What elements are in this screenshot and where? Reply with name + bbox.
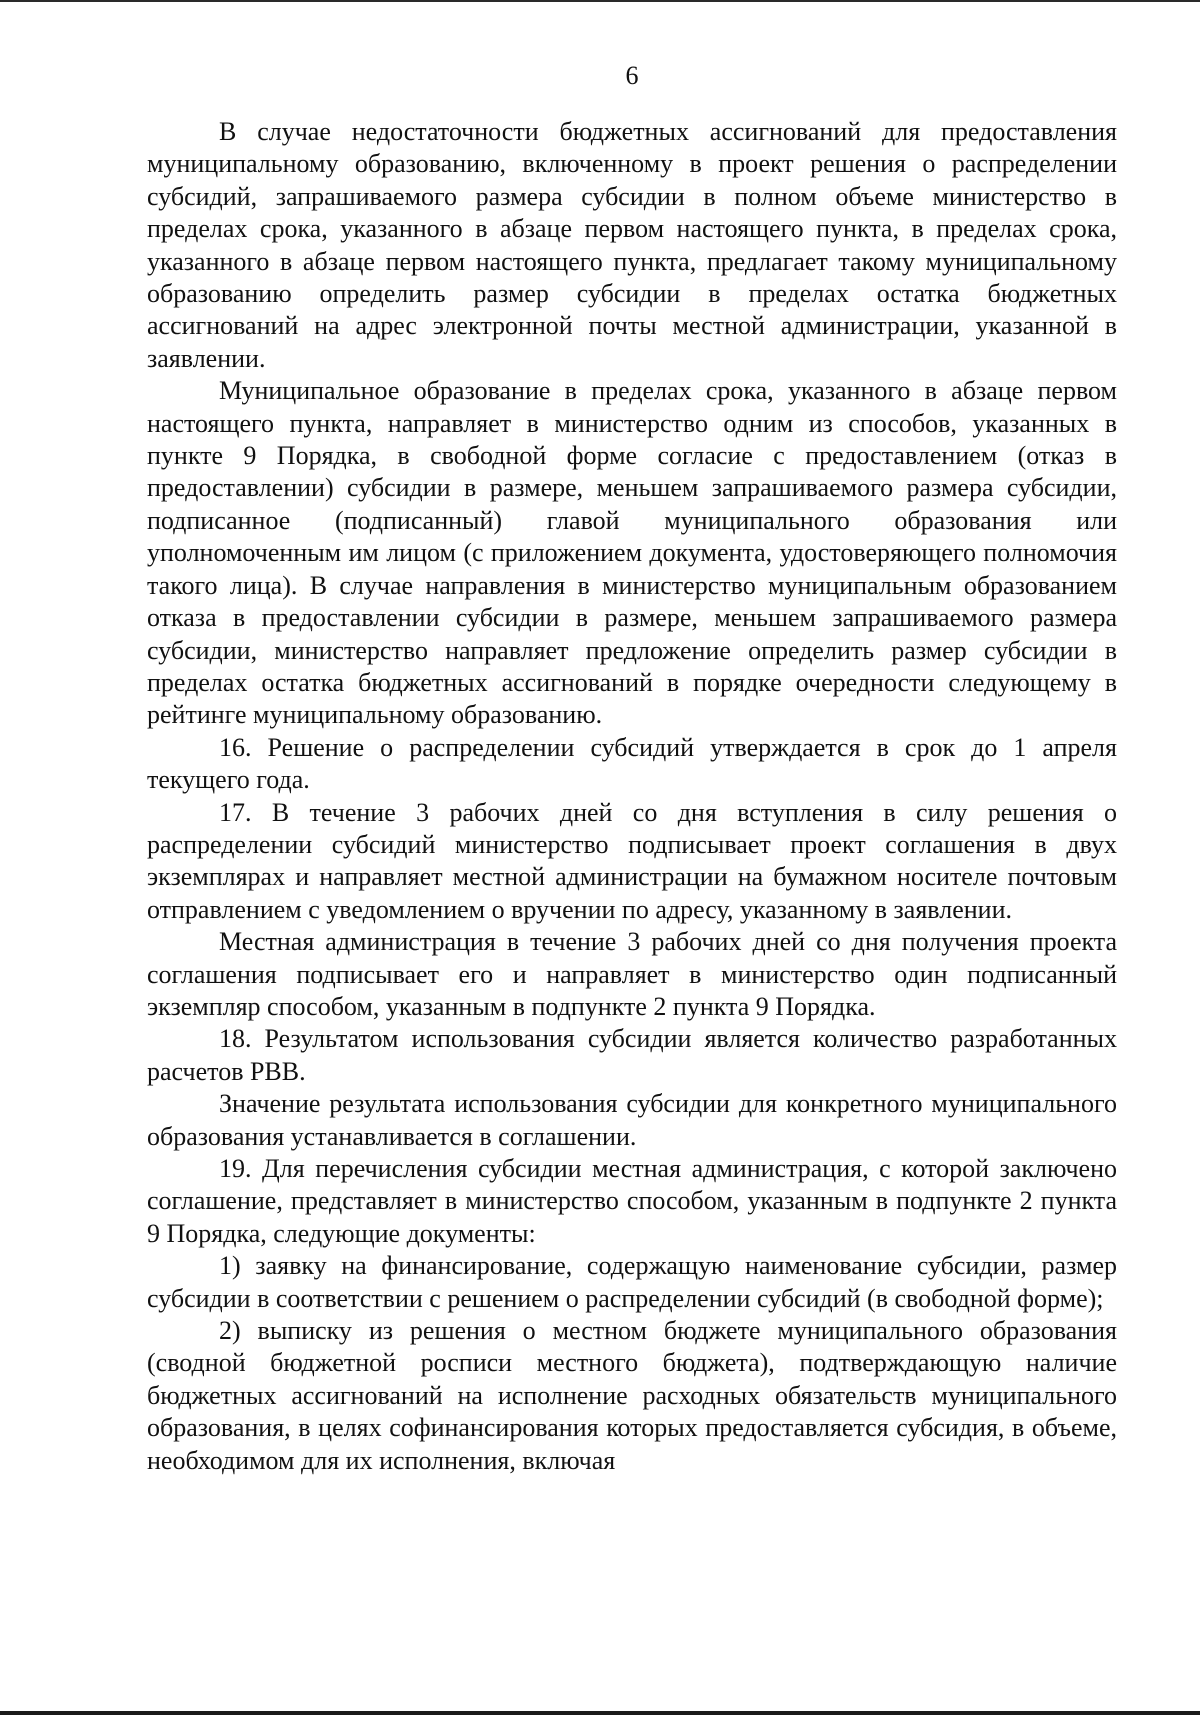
paragraph-result-value: Значение результата использования субсидии для конкретного муниципального образования устанавливается в соглашении. (147, 1089, 1117, 1151)
scan-edge-bottom (0, 1711, 1200, 1715)
paragraph-item-16: 16. Решение о распределении субсидий утверждается в срок до 1 апреля текущего года. (147, 732, 1117, 795)
paragraph-item-17: 17. В течение 3 рабочих дней со дня вступления в силу решения о распределении субсидий министерство подписывает проект соглашения в двух экземплярах и направляет местной администрации на бумажном носителе почтовым отправлением с уведомлением о вручении по адресу, указанному в заявлении. (147, 797, 1117, 924)
scan-edge-top (0, 0, 1200, 2)
paragraph-insufficient-allocations: В случае недостаточности бюджетных ассигнований для предоставления муниципальному образованию, включенному в проект решения о распределении субсидий, запрашиваемого размера субсидии в полном объеме министерство в пределах срока, указанного в абзаце первом настоящего пункта, в пределах срока, указанного в абзаце первом настоящего пункта, предлагает такому муниципальному образованию определить размер субсидии в пределах остатка бюджетных ассигнований на адрес электронной почты местной администрации, указанной в заявлении. (147, 117, 1117, 373)
list-item-1: 1) заявку на финансирование, содержащую наименование субсидии, размер субсидии в соответствии с решением о распределении субсидий (в свободной форме); (147, 1251, 1117, 1313)
paragraph-local-administration: Местная администрация в течение 3 рабочих дней со дня получения проекта соглашения подписывает его и направляет в министерство один подписанный экземпляр способом, указанным в подпункте 2 пункта 9 Порядка. (147, 927, 1117, 1021)
page-number: 6 (625, 61, 639, 90)
paragraph-item-19: 19. Для перечисления субсидии местная администрация, с которой заключено соглашение, представляет в министерство способом, указанным в подпункте 2 пункта 9 Порядка, следующие документы: (147, 1154, 1117, 1248)
list-item-2: 2) выписку из решения о местном бюджете муниципального образования (сводной бюджетной росписи местного бюджета), подтверждающую наличие бюджетных ассигнований на исполнение расходных обязательств муниципального образования, в целях софинансирования которых предоставляется субсидия, в объеме, необходимом для их исполнения, включая (147, 1316, 1117, 1475)
document-page (147, 60, 1117, 1477)
paragraph-item-18: 18. Результатом использования субсидии является количество разработанных расчетов РВВ. (147, 1024, 1117, 1086)
paragraph-municipal-consent: Муниципальное образование в пределах срока, указанного в абзаце первом настоящего пункта, направляет в министерство одним из способов, указанных в пункте 9 Порядка, в свободной форме согласие с предоставлением (отказ в предоставлении) субсидии в размере, меньшем запрашиваемого размера субсидии, подписанное (подписанный) главой муниципального образования или уполномоченным им лицом (с приложением документа, удостоверяющего полномочия такого лица). В случае направления в министерство муниципальным образованием отказа в предоставлении субсидии в размере, меньшем запрашиваемого размера субсидии, министерство направляет предложение определить размер субсидии в пределах остатка бюджетных ассигнований в порядке очередности следующему в рейтинге муниципальному образованию. (147, 376, 1117, 730)
